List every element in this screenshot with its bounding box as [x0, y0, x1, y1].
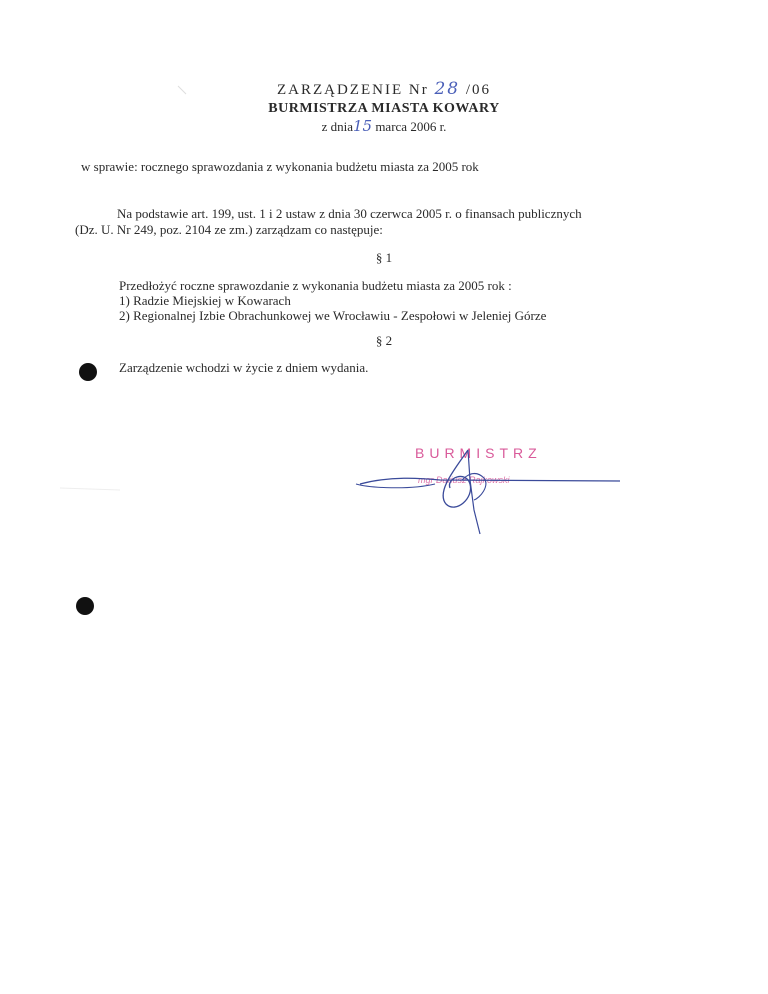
- document-title: [0, 80, 768, 99]
- punch-hole: [79, 363, 97, 381]
- list-item: 2) Regionalnej Izbie Obrachunkowej we Wrocławiu - Zespołowi w Jeleniej Górze: [119, 308, 547, 323]
- subject-line: w sprawie: rocznego sprawozdania z wykonania budżetu miasta za 2005 rok: [81, 159, 479, 174]
- document-header: [0, 80, 768, 135]
- title-suffix: /06: [465, 82, 492, 98]
- stamp-title: BURMISTRZ: [415, 445, 542, 461]
- handwritten-signature: [350, 440, 630, 540]
- legal-basis-line-1: Na podstawie art. 199, ust. 1 i 2 ustaw z dnia 30 czerwca 2005 r. o finansach publicznych: [117, 206, 582, 221]
- list-item: 1) Radzie Miejskiej w Kowarach: [119, 293, 291, 308]
- title-prefix: ZARZĄDZENIE Nr: [276, 82, 429, 98]
- stamp-name: mgr Dariusz Rajkowski: [418, 475, 510, 485]
- issuer-title: BURMISTRZA MIASTA KOWARY: [268, 101, 500, 116]
- date-suffix: marca 2006 r.: [375, 119, 447, 134]
- date-prefix: z dnia: [321, 119, 353, 134]
- handwritten-number: 28: [434, 79, 461, 99]
- punch-hole: [76, 597, 94, 615]
- section-1-mark: § 1: [375, 250, 393, 265]
- handwritten-day: 15: [352, 117, 373, 135]
- document-date: [0, 118, 768, 135]
- section-1-intro: Przedłożyć roczne sprawozdanie z wykonania budżetu miasta za 2005 rok :: [119, 278, 512, 293]
- section-2-mark: § 2: [375, 333, 393, 348]
- section-2-text: Zarządzenie wchodzi w życie z dniem wydania.: [119, 360, 369, 375]
- legal-basis-line-2: (Dz. U. Nr 249, poz. 2104 ze zm.) zarządzam co następuje:: [75, 222, 383, 237]
